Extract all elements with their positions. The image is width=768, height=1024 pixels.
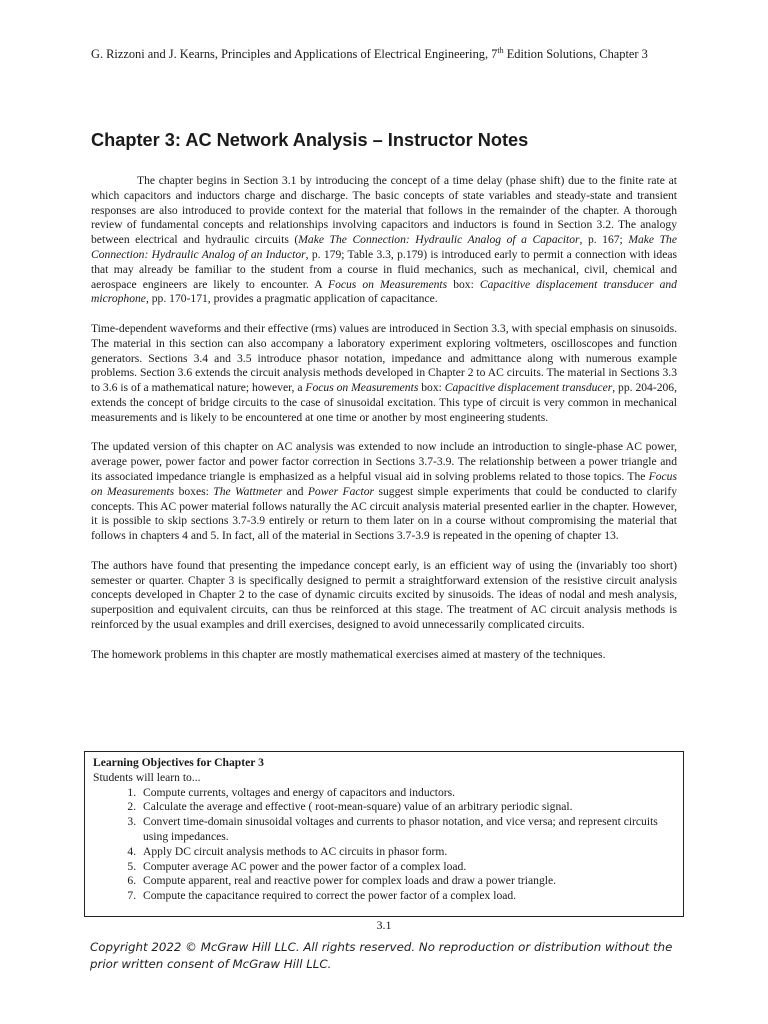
- italic-ref: Focus on Measurements: [327, 277, 448, 291]
- paragraph-ac-power: [91, 440, 677, 544]
- paragraph-waveforms: [91, 322, 677, 426]
- copyright-notice: Copyright 2022 © McGraw Hill LLC. All rights reserved. No reproduction or distribution without the prior written consent of McGraw Hill LLC.: [90, 940, 673, 971]
- paragraph-impedance: The authors have found that presenting the impedance concept early, is an efficient way of using the (invariably too short) semester or quarter. Chapter 3 is specifically designed to permit a straightforward extension of the resistive circuit analysis concepts developed in Chapter 2 to the case of dynamic circuits excited by sinusoids. The ideas of nodal and mesh analysis, superposition and equivalent circuits, can thus be reinforced at this stage. The treatment of AC circuit analysis methods is reinforced by the usual examples and drill exercises, designed to avoid unnecessarily complicated circuits.: [91, 558, 677, 631]
- objective-item: 5. Computer average AC power and the power factor of a complex load.: [139, 860, 675, 875]
- running-header: [91, 46, 691, 62]
- text-run: , pp. 170-171, provides a pragmatic application of capacitance.: [145, 292, 438, 306]
- italic-ref: Power Factor: [307, 484, 375, 498]
- notes-body: [91, 174, 677, 677]
- italic-ref: Focus on Measurements: [91, 469, 677, 498]
- italic-ref: Capacitive displacement transducer and microphone: [91, 277, 677, 306]
- page-number: 3.1: [376, 918, 392, 932]
- objective-item: 1. Compute currents, voltages and energy of capacitors and inductors.: [139, 786, 675, 801]
- text-run: , p. 179; Table 3.3, p.179) is introduced early to permit a connection with ideas that may already be familiar to the student from a course in fluid mechanics, such as mechanical, civil, chemical and aerospace engineers are likely to encounter. A: [91, 247, 677, 291]
- italic-ref: Focus on Measurements: [305, 381, 419, 395]
- objective-item: 6. Compute apparent, real and reactive power for complex loads and draw a power triangle.: [139, 874, 675, 889]
- objective-item: 7. Compute the capacitance required to correct the power factor of a complex load.: [139, 889, 675, 904]
- text-run: box:: [447, 277, 480, 291]
- text-run: boxes:: [174, 484, 214, 498]
- text-run: suggest simple experiments that could be conducted to clarify concepts. This AC power material follows naturally the AC circuit analysis material presented earlier in the chapter. However, it is possible to skip sections 3.7-3.9 entirely or return to them later on in a course without compromising the material that follows in chapters 4 and 5. In fact, all of the material in Sections 3.7-3.9 is repeated in the opening of chapter 13.: [91, 484, 677, 543]
- text-run: and: [282, 484, 308, 498]
- chapter-title: Chapter 3: AC Network Analysis – Instructor Notes: [91, 130, 529, 150]
- text-run: Time-dependent waveforms and their effective (rms) values are introduced in Section 3.3, with special emphasis on sinusoids. The material in this section can also accompany a laboratory experiment exploring voltmeters, oscilloscopes and function generators. Sections 3.4 and 3.5 introduce phasor notation, impedance and admittance along with numerous example problems. Section 3.6 extends the circuit analysis methods developed in Chapter 2 to AC circuits. The material in Sections 3.3 to 3.6 is of a mathematical nature; however, a: [91, 321, 677, 395]
- header-text-tail: Edition Solutions, Chapter 3: [503, 47, 648, 61]
- objectives-intro: Students will learn to...: [93, 770, 201, 784]
- text-run: The updated version of this chapter on AC analysis was extended to now include an introduction to single-phase AC power, average power, power factor and power factor correction in Sections 3.7-3.9. The relationship between a power triangle and its associated impedance triangle is emphasized as a helpful visual aid in solving problems related to those topics. The: [91, 440, 677, 483]
- text-run: , p. 167;: [579, 233, 629, 247]
- paragraph-homework: The homework problems in this chapter are mostly mathematical exercises aimed at mastery of the techniques.: [91, 647, 606, 661]
- objective-item: 2. Calculate the average and effective ( root-mean-square) value of an arbitrary periodic signal.: [139, 800, 675, 815]
- header-text-main: G. Rizzoni and J. Kearns, Principles and Applications of Electrical Engineering, 7: [91, 47, 498, 61]
- paragraph-intro: [91, 174, 677, 307]
- italic-ref: Make The Connection: Hydraulic Analog of a Capacitor: [298, 233, 580, 247]
- italic-ref: Make The Connection: Hydraulic Analog of an Inductor: [91, 233, 677, 261]
- text-run: , pp. 204-206, extends the concept of bridge circuits to the case of sinusoidal excitation. This type of circuit is very common in mechanical measurements and is likely to be encountered at one time or another by most engineering students.: [91, 381, 677, 424]
- text-run: box:: [418, 381, 445, 395]
- learning-objectives-box: [84, 751, 684, 917]
- text-run: The chapter begins in Section 3.1 by introducing the concept of a time delay (phase shift) due to the finite rate at which capacitors and inductors charge and discharge. The basic concepts of state variables and steady-state and transient responses are also introduced to provide context for the material that follows in the remainder of the chapter. A thorough review of fundamental concepts and relationships involving capacitors and inductors is found in Section 3.2. The analogy between electrical and hydraulic circuits (: [91, 174, 677, 247]
- italic-ref: Capacitive displacement transducer: [444, 381, 613, 395]
- objectives-title: Learning Objectives for Chapter 3: [93, 756, 264, 769]
- objective-item: 3. Convert time-domain sinusoidal voltages and currents to phasor notation, and vice versa; and represent circuits using impedances.: [139, 815, 675, 845]
- header-superscript: th: [497, 45, 504, 55]
- objective-item: 4. Apply DC circuit analysis methods to AC circuits in phasor form.: [139, 845, 675, 860]
- italic-ref: The Wattmeter: [213, 484, 283, 498]
- objectives-list: [93, 786, 675, 904]
